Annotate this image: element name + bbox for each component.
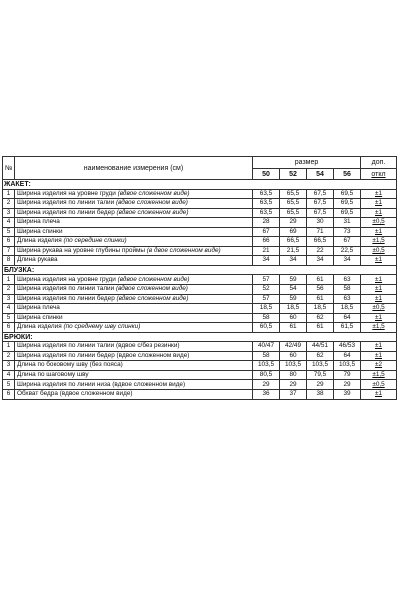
row-number: 3 — [3, 361, 15, 371]
measurement-note: (в двое сложенном виде) — [146, 246, 221, 254]
section-header-row — [3, 265, 397, 275]
size-value-52: 65,5 — [280, 189, 307, 199]
measurement-name: Ширина плеча — [17, 218, 60, 226]
measurement-name: Ширина изделия по линии бедер — [17, 294, 115, 302]
row-number: 5 — [3, 380, 15, 390]
size-value-50: 66 — [253, 237, 280, 247]
tolerance-value: ±1 — [361, 227, 397, 237]
size-value-56: 73 — [334, 227, 361, 237]
measurement-name-cell — [15, 218, 253, 228]
size-value-54: 67,5 — [307, 199, 334, 209]
tolerance-value: ±0,5 — [361, 304, 397, 314]
size-value-54: 67,5 — [307, 208, 334, 218]
measurement-sheet — [2, 156, 396, 400]
size-value-56: 46/53 — [334, 342, 361, 352]
measurement-name-cell — [15, 246, 253, 256]
table-row — [3, 218, 397, 228]
size-header-56: 56 — [334, 169, 361, 180]
size-value-52: 37 — [280, 390, 307, 400]
size-value-54: 71 — [307, 227, 334, 237]
measurement-name: Длина изделия — [17, 237, 62, 245]
size-value-56: 63 — [334, 275, 361, 285]
measurement-name-cell — [15, 189, 253, 199]
tolerance-value: ±0,5 — [361, 246, 397, 256]
size-value-52: 18,5 — [280, 304, 307, 314]
tolerance-value: ±1 — [361, 313, 397, 323]
size-value-54: 30 — [307, 218, 334, 228]
row-number: 5 — [3, 313, 15, 323]
section-header-row — [3, 180, 397, 190]
size-value-54: 29 — [307, 380, 334, 390]
measurement-name: Длина по боковому шву (без пояса) — [17, 361, 123, 369]
size-value-52: 54 — [280, 285, 307, 295]
measurement-name-cell — [15, 323, 253, 333]
size-value-56: 103,5 — [334, 361, 361, 371]
size-value-54: 44/51 — [307, 342, 334, 352]
col-name-header: наименование измерения (см) — [15, 157, 253, 180]
measurement-name-cell — [15, 370, 253, 380]
measurement-name: Ширина изделия по линии талии (вдвое с/без резинки) — [17, 342, 180, 350]
size-chart-body — [3, 157, 397, 400]
measurement-name: Ширина спинки — [17, 227, 63, 235]
measurement-name: Длина рукава — [17, 256, 58, 264]
tolerance-value: ±0,5 — [361, 380, 397, 390]
measurement-name: Ширина изделия по линии бедер (вдвое сложенном виде) — [17, 351, 190, 359]
size-value-52: 61 — [280, 323, 307, 333]
measurement-name-cell — [15, 285, 253, 295]
size-value-52: 29 — [280, 380, 307, 390]
row-number: 4 — [3, 370, 15, 380]
header-row — [3, 157, 397, 169]
measurement-name-cell — [15, 208, 253, 218]
table-row — [3, 246, 397, 256]
size-value-52: 60 — [280, 313, 307, 323]
size-value-50: 52 — [253, 285, 280, 295]
tolerance-value: ±1,5 — [361, 237, 397, 247]
measurement-name: Ширина изделия по линии бедер — [17, 208, 115, 216]
table-row — [3, 294, 397, 304]
col-number-header: № — [3, 157, 15, 180]
row-number: 4 — [3, 304, 15, 314]
row-number: 1 — [3, 342, 15, 352]
tolerance-value: ±1 — [361, 275, 397, 285]
size-value-56: 69,5 — [334, 208, 361, 218]
size-value-50: 18,5 — [253, 304, 280, 314]
size-value-50: 58 — [253, 313, 280, 323]
size-value-56: 34 — [334, 256, 361, 266]
size-value-50: 57 — [253, 275, 280, 285]
measurement-note: (вдвое сложенном виде) — [115, 199, 188, 207]
row-number: 2 — [3, 285, 15, 295]
measurement-name-cell — [15, 380, 253, 390]
size-value-54: 61 — [307, 275, 334, 285]
measurement-name-cell — [15, 304, 253, 314]
measurement-name-cell — [15, 351, 253, 361]
section-title: БРЮКИ: — [3, 332, 397, 342]
table-row — [3, 285, 397, 295]
measurement-name: Ширина изделия на уровне груди — [17, 275, 116, 283]
measurement-note: (вдвое сложенном виде) — [116, 294, 189, 302]
size-value-56: 63 — [334, 294, 361, 304]
measurement-name: Ширина изделия по линии низа (вдвое сложенном виде) — [17, 380, 186, 388]
measurement-note: (вдвое сложенном виде) — [116, 208, 189, 216]
tolerance-value: ±1,5 — [361, 370, 397, 380]
table-row — [3, 304, 397, 314]
size-value-54: 62 — [307, 313, 334, 323]
size-value-50: 29 — [253, 380, 280, 390]
row-number: 6 — [3, 323, 15, 333]
row-number: 5 — [3, 227, 15, 237]
table-row — [3, 323, 397, 333]
size-value-50: 36 — [253, 390, 280, 400]
size-value-52: 29 — [280, 218, 307, 228]
size-value-50: 63,5 — [253, 208, 280, 218]
row-number: 6 — [3, 390, 15, 400]
row-number: 2 — [3, 351, 15, 361]
size-value-50: 40/47 — [253, 342, 280, 352]
table-row — [3, 275, 397, 285]
size-value-50: 28 — [253, 218, 280, 228]
size-value-54: 34 — [307, 256, 334, 266]
size-value-50: 60,5 — [253, 323, 280, 333]
section-title: ЖАКЕТ: — [3, 180, 397, 190]
measurement-name-cell — [15, 227, 253, 237]
row-number: 3 — [3, 208, 15, 218]
size-value-56: 69,5 — [334, 199, 361, 209]
size-value-56: 69,5 — [334, 189, 361, 199]
size-value-52: 66,5 — [280, 237, 307, 247]
size-value-54: 67,5 — [307, 189, 334, 199]
size-value-56: 58 — [334, 285, 361, 295]
size-value-56: 39 — [334, 390, 361, 400]
measurement-name: Ширина спинки — [17, 313, 63, 321]
tolerance-value: ±1 — [361, 390, 397, 400]
measurement-note: (по середине спинки) — [63, 237, 127, 245]
measurement-name: Обхват бедра (вдвое сложенном виде) — [17, 390, 133, 398]
size-value-50: 58 — [253, 351, 280, 361]
section-header-row — [3, 332, 397, 342]
size-value-50: 63,5 — [253, 189, 280, 199]
tolerance-value: ±1 — [361, 208, 397, 218]
tolerance-value: ±1 — [361, 351, 397, 361]
size-value-52: 65,5 — [280, 199, 307, 209]
size-value-52: 42/49 — [280, 342, 307, 352]
size-value-52: 65,5 — [280, 208, 307, 218]
row-number: 6 — [3, 237, 15, 247]
measurement-name-cell — [15, 361, 253, 371]
measurement-note: (по среднему шву спинки) — [63, 323, 141, 331]
size-value-50: 67 — [253, 227, 280, 237]
size-value-56: 67 — [334, 237, 361, 247]
table-row — [3, 370, 397, 380]
size-value-52: 59 — [280, 294, 307, 304]
row-number: 8 — [3, 256, 15, 266]
size-value-54: 62 — [307, 351, 334, 361]
size-value-54: 61 — [307, 323, 334, 333]
tolerance-value: ±1 — [361, 189, 397, 199]
size-value-50: 34 — [253, 256, 280, 266]
measurement-name: Длина изделия — [17, 323, 62, 331]
tolerance-value: ±1 — [361, 199, 397, 209]
size-value-50: 80,5 — [253, 370, 280, 380]
table-row — [3, 342, 397, 352]
measurement-name-cell — [15, 342, 253, 352]
table-row — [3, 256, 397, 266]
measurement-name: Ширина плеча — [17, 304, 60, 312]
size-value-50: 57 — [253, 294, 280, 304]
measurement-name-cell — [15, 313, 253, 323]
measurement-note: (вдвое сложенном виде) — [117, 189, 190, 197]
size-value-54: 56 — [307, 285, 334, 295]
tolerance-value: ±1,5 — [361, 323, 397, 333]
tolerance-value: ±1 — [361, 342, 397, 352]
size-value-52: 59 — [280, 275, 307, 285]
size-value-56: 22,5 — [334, 246, 361, 256]
row-number: 1 — [3, 189, 15, 199]
size-value-54: 22 — [307, 246, 334, 256]
size-value-56: 79 — [334, 370, 361, 380]
size-value-50: 103,5 — [253, 361, 280, 371]
size-value-52: 80 — [280, 370, 307, 380]
size-value-56: 61,5 — [334, 323, 361, 333]
size-header-52: 52 — [280, 169, 307, 180]
measurement-name: Длина по шаговому шву — [17, 371, 89, 378]
size-header-54: 54 — [307, 169, 334, 180]
size-value-56: 29 — [334, 380, 361, 390]
table-row — [3, 237, 397, 247]
row-number: 1 — [3, 275, 15, 285]
size-value-50: 63,5 — [253, 199, 280, 209]
row-number: 2 — [3, 199, 15, 209]
size-value-54: 103,5 — [307, 361, 334, 371]
size-value-54: 18,5 — [307, 304, 334, 314]
size-value-56: 31 — [334, 218, 361, 228]
col-tolerance-header-2: откл — [361, 169, 397, 180]
row-number: 3 — [3, 294, 15, 304]
size-value-56: 64 — [334, 313, 361, 323]
table-row — [3, 380, 397, 390]
table-row — [3, 390, 397, 400]
table-row — [3, 351, 397, 361]
tolerance-value: ±1 — [361, 256, 397, 266]
measurement-name-cell — [15, 390, 253, 400]
measurement-name-cell — [15, 256, 253, 266]
row-number: 4 — [3, 218, 15, 228]
tolerance-value: ±1 — [361, 285, 397, 295]
size-value-56: 18,5 — [334, 304, 361, 314]
col-tolerance-header: доп. — [361, 157, 397, 169]
measurement-name: Ширина изделия на уровне груди — [17, 189, 116, 197]
size-value-54: 79,5 — [307, 370, 334, 380]
size-value-52: 60 — [280, 351, 307, 361]
measurement-note: (вдвое сложенном виде) — [117, 275, 190, 283]
tolerance-value: ±0,5 — [361, 218, 397, 228]
section-title: БЛУЗКА: — [3, 265, 397, 275]
size-value-52: 34 — [280, 256, 307, 266]
measurement-name: Ширина изделия по линии талии — [17, 285, 115, 293]
size-value-52: 69 — [280, 227, 307, 237]
size-value-54: 66,5 — [307, 237, 334, 247]
size-value-52: 21,5 — [280, 246, 307, 256]
tolerance-value: ±1 — [361, 294, 397, 304]
size-chart-table — [2, 156, 397, 400]
table-row — [3, 208, 397, 218]
size-header-50: 50 — [253, 169, 280, 180]
table-row — [3, 361, 397, 371]
table-row — [3, 189, 397, 199]
table-row — [3, 199, 397, 209]
measurement-name-cell — [15, 294, 253, 304]
size-value-54: 38 — [307, 390, 334, 400]
measurement-name: Ширина рукава на уровне глубины проймы — [17, 246, 146, 254]
measurement-name: Ширина изделия по линии талии — [17, 199, 115, 207]
table-row — [3, 313, 397, 323]
row-number: 7 — [3, 246, 15, 256]
size-value-52: 103,5 — [280, 361, 307, 371]
measurement-name-cell — [15, 237, 253, 247]
measurement-name-cell — [15, 275, 253, 285]
size-value-50: 21 — [253, 246, 280, 256]
measurement-note: (вдвое сложенном виде) — [115, 285, 188, 293]
measurement-name-cell — [15, 199, 253, 209]
col-size-header: размер — [253, 157, 361, 169]
size-value-54: 61 — [307, 294, 334, 304]
size-value-56: 64 — [334, 351, 361, 361]
tolerance-value: ±2 — [361, 361, 397, 371]
table-row — [3, 227, 397, 237]
